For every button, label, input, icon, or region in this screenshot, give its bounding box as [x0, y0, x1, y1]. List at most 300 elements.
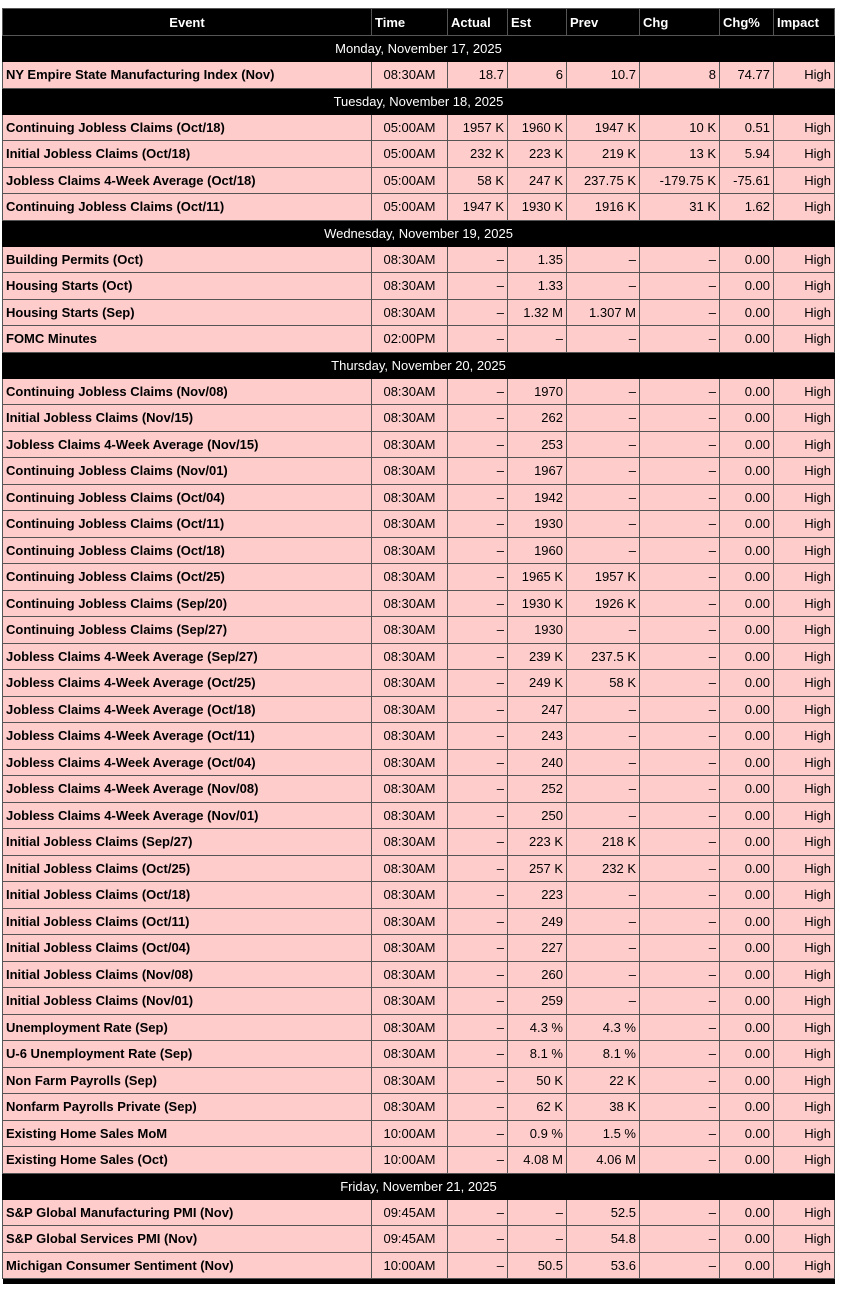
chg-value: – [640, 1094, 720, 1121]
impact-value: High [774, 1120, 835, 1147]
table-row[interactable] [3, 590, 835, 617]
impact-value: High [774, 908, 835, 935]
actual-value: – [448, 802, 508, 829]
impact-value: High [774, 537, 835, 564]
impact-value: High [774, 829, 835, 856]
prev-value: – [567, 961, 640, 988]
impact-value: High [774, 431, 835, 458]
day-header-row [3, 1173, 835, 1199]
chg-value: – [640, 776, 720, 803]
event-name[interactable]: Jobless Claims 4-Week Average (Nov/01) [3, 802, 372, 829]
table-row[interactable] [3, 670, 835, 697]
table-row[interactable] [3, 1226, 835, 1253]
chg-percent-value: 0.00 [720, 1067, 774, 1094]
impact-value: High [774, 141, 835, 168]
impact-value: High [774, 458, 835, 485]
event-time: 10:00AM [372, 1252, 448, 1279]
impact-value: High [774, 1252, 835, 1279]
chg-value: 13 K [640, 141, 720, 168]
event-time: 10:00AM [372, 1147, 448, 1174]
est-value: – [508, 1226, 567, 1253]
event-name[interactable]: Unemployment Rate (Sep) [3, 1014, 372, 1041]
event-name[interactable]: Continuing Jobless Claims (Oct/25) [3, 564, 372, 591]
chg-value: – [640, 1252, 720, 1279]
event-name[interactable]: S&P Global Manufacturing PMI (Nov) [3, 1199, 372, 1226]
actual-value: – [448, 670, 508, 697]
prev-value: – [567, 749, 640, 776]
impact-value: High [774, 299, 835, 326]
impact-value: High [774, 590, 835, 617]
chg-percent-value: 0.00 [720, 590, 774, 617]
event-time: 08:30AM [372, 723, 448, 750]
event-name[interactable]: Housing Starts (Oct) [3, 273, 372, 300]
chg-value: – [640, 537, 720, 564]
column-header-chg[interactable]: Chg [640, 9, 720, 36]
event-time: 08:30AM [372, 1094, 448, 1121]
chg-value: – [640, 961, 720, 988]
est-value: 50.5 [508, 1252, 567, 1279]
actual-value: – [448, 1094, 508, 1121]
est-value: 6 [508, 62, 567, 89]
impact-value: High [774, 670, 835, 697]
event-name[interactable]: Initial Jobless Claims (Oct/18) [3, 882, 372, 909]
chg-value: – [640, 617, 720, 644]
prev-value: – [567, 326, 640, 353]
actual-value: – [448, 696, 508, 723]
prev-value: – [567, 908, 640, 935]
chg-percent-value: 0.00 [720, 273, 774, 300]
event-time: 08:30AM [372, 855, 448, 882]
impact-value: High [774, 114, 835, 141]
event-time: 08:30AM [372, 246, 448, 273]
chg-value: – [640, 246, 720, 273]
table-row[interactable] [3, 1094, 835, 1121]
actual-value: – [448, 299, 508, 326]
actual-value: – [448, 431, 508, 458]
economic-calendar-table [2, 8, 835, 1284]
event-name[interactable]: Initial Jobless Claims (Oct/25) [3, 855, 372, 882]
chg-percent-value: 0.00 [720, 643, 774, 670]
chg-value: – [640, 829, 720, 856]
est-value: 4.3 % [508, 1014, 567, 1041]
table-row[interactable] [3, 405, 835, 432]
prev-value: – [567, 537, 640, 564]
chg-value: – [640, 484, 720, 511]
table-row[interactable] [3, 988, 835, 1015]
est-value: 1960 [508, 537, 567, 564]
chg-percent-value: 0.00 [720, 537, 774, 564]
day-header-row [3, 352, 835, 378]
prev-value: 10.7 [567, 62, 640, 89]
table-row[interactable] [3, 326, 835, 353]
calendar-body [3, 36, 835, 1285]
est-value: 4.08 M [508, 1147, 567, 1174]
actual-value: – [448, 935, 508, 962]
column-header-prev[interactable]: Prev [567, 9, 640, 36]
actual-value: 18.7 [448, 62, 508, 89]
column-header-actual[interactable]: Actual [448, 9, 508, 36]
event-name[interactable]: Initial Jobless Claims (Nov/08) [3, 961, 372, 988]
event-time: 08:30AM [372, 405, 448, 432]
event-name[interactable]: Jobless Claims 4-Week Average (Oct/25) [3, 670, 372, 697]
chg-percent-value: 0.00 [720, 988, 774, 1015]
footer-bar-cell [3, 1279, 835, 1285]
event-time: 05:00AM [372, 194, 448, 221]
event-name[interactable]: Initial Jobless Claims (Oct/18) [3, 141, 372, 168]
actual-value: – [448, 776, 508, 803]
actual-value: – [448, 378, 508, 405]
event-time: 05:00AM [372, 167, 448, 194]
actual-value: – [448, 1147, 508, 1174]
table-row[interactable] [3, 617, 835, 644]
chg-percent-value: 0.00 [720, 935, 774, 962]
est-value: 252 [508, 776, 567, 803]
event-name[interactable]: Initial Jobless Claims (Nov/01) [3, 988, 372, 1015]
event-name[interactable]: Jobless Claims 4-Week Average (Sep/27) [3, 643, 372, 670]
prev-value: – [567, 882, 640, 909]
event-name[interactable]: Jobless Claims 4-Week Average (Oct/18) [3, 696, 372, 723]
table-row[interactable] [3, 882, 835, 909]
impact-value: High [774, 62, 835, 89]
chg-value: – [640, 458, 720, 485]
table-row[interactable] [3, 141, 835, 168]
est-value: – [508, 1199, 567, 1226]
event-name[interactable]: Continuing Jobless Claims (Sep/20) [3, 590, 372, 617]
chg-value: – [640, 564, 720, 591]
prev-value: 1916 K [567, 194, 640, 221]
chg-value: – [640, 511, 720, 538]
impact-value: High [774, 246, 835, 273]
est-value: 1.35 [508, 246, 567, 273]
event-time: 08:30AM [372, 643, 448, 670]
event-time: 08:30AM [372, 299, 448, 326]
chg-percent-value: 0.00 [720, 326, 774, 353]
event-name[interactable]: Continuing Jobless Claims (Nov/08) [3, 378, 372, 405]
chg-value: – [640, 1014, 720, 1041]
table-row[interactable] [3, 511, 835, 538]
column-header-time[interactable]: Time [372, 9, 448, 36]
table-row[interactable] [3, 1067, 835, 1094]
actual-value: – [448, 988, 508, 1015]
table-row[interactable] [3, 776, 835, 803]
actual-value: – [448, 1226, 508, 1253]
prev-value: 1.307 M [567, 299, 640, 326]
prev-value: – [567, 617, 640, 644]
table-row[interactable] [3, 62, 835, 89]
est-value: 259 [508, 988, 567, 1015]
event-name[interactable]: Initial Jobless Claims (Sep/27) [3, 829, 372, 856]
chg-percent-value: 0.00 [720, 961, 774, 988]
actual-value: – [448, 511, 508, 538]
actual-value: – [448, 484, 508, 511]
chg-percent-value: 0.00 [720, 511, 774, 538]
event-time: 08:30AM [372, 882, 448, 909]
event-name[interactable]: U-6 Unemployment Rate (Sep) [3, 1041, 372, 1068]
table-row[interactable] [3, 537, 835, 564]
day-date-label: Monday, November 17, 2025 [3, 36, 835, 62]
table-footer-bar [3, 1279, 835, 1285]
event-time: 08:30AM [372, 1067, 448, 1094]
chg-value: 31 K [640, 194, 720, 221]
est-value: 1930 K [508, 590, 567, 617]
chg-percent-value: 0.00 [720, 617, 774, 644]
table-row[interactable] [3, 378, 835, 405]
table-row[interactable] [3, 458, 835, 485]
est-value: 223 [508, 882, 567, 909]
prev-value: – [567, 776, 640, 803]
event-time: 08:30AM [372, 511, 448, 538]
table-row[interactable] [3, 1147, 835, 1174]
event-time: 08:30AM [372, 670, 448, 697]
impact-value: High [774, 405, 835, 432]
chg-value: – [640, 723, 720, 750]
event-name[interactable]: Non Farm Payrolls (Sep) [3, 1067, 372, 1094]
actual-value: – [448, 723, 508, 750]
chg-value: – [640, 882, 720, 909]
prev-value: 8.1 % [567, 1041, 640, 1068]
chg-percent-value: 0.00 [720, 1226, 774, 1253]
column-header-chg-percent[interactable]: Chg% [720, 9, 774, 36]
event-name[interactable]: NY Empire State Manufacturing Index (Nov) [3, 62, 372, 89]
prev-value: – [567, 273, 640, 300]
event-time: 02:00PM [372, 326, 448, 353]
est-value: 1942 [508, 484, 567, 511]
prev-value: 1.5 % [567, 1120, 640, 1147]
chg-percent-value: 0.00 [720, 829, 774, 856]
event-name[interactable]: Jobless Claims 4-Week Average (Nov/15) [3, 431, 372, 458]
est-value: 250 [508, 802, 567, 829]
event-name[interactable]: Jobless Claims 4-Week Average (Oct/11) [3, 723, 372, 750]
event-time: 08:30AM [372, 935, 448, 962]
event-name[interactable]: Jobless Claims 4-Week Average (Nov/08) [3, 776, 372, 803]
table-row[interactable] [3, 484, 835, 511]
actual-value: – [448, 617, 508, 644]
table-row[interactable] [3, 114, 835, 141]
prev-value: 237.75 K [567, 167, 640, 194]
event-name[interactable]: Building Permits (Oct) [3, 246, 372, 273]
event-name[interactable]: Existing Home Sales (Oct) [3, 1147, 372, 1174]
event-name[interactable]: Continuing Jobless Claims (Oct/18) [3, 114, 372, 141]
table-row[interactable] [3, 1252, 835, 1279]
event-name[interactable]: Existing Home Sales MoM [3, 1120, 372, 1147]
prev-value: – [567, 405, 640, 432]
event-name[interactable]: Continuing Jobless Claims (Oct/11) [3, 194, 372, 221]
chg-percent-value: 0.00 [720, 378, 774, 405]
chg-value: – [640, 988, 720, 1015]
chg-value: – [640, 590, 720, 617]
impact-value: High [774, 643, 835, 670]
est-value: 1.33 [508, 273, 567, 300]
event-name[interactable]: Continuing Jobless Claims (Sep/27) [3, 617, 372, 644]
event-time: 08:30AM [372, 802, 448, 829]
prev-value: 219 K [567, 141, 640, 168]
actual-value: – [448, 564, 508, 591]
event-name[interactable]: Initial Jobless Claims (Nov/15) [3, 405, 372, 432]
impact-value: High [774, 273, 835, 300]
table-row[interactable] [3, 696, 835, 723]
chg-value: 10 K [640, 114, 720, 141]
prev-value: – [567, 484, 640, 511]
event-name[interactable]: Housing Starts (Sep) [3, 299, 372, 326]
event-time: 08:30AM [372, 829, 448, 856]
prev-value: – [567, 988, 640, 1015]
est-value: 62 K [508, 1094, 567, 1121]
event-name[interactable]: Jobless Claims 4-Week Average (Oct/04) [3, 749, 372, 776]
event-time: 09:45AM [372, 1226, 448, 1253]
actual-value: – [448, 882, 508, 909]
prev-value: 38 K [567, 1094, 640, 1121]
actual-value: – [448, 273, 508, 300]
table-row[interactable] [3, 855, 835, 882]
table-row[interactable] [3, 643, 835, 670]
chg-percent-value: 0.00 [720, 484, 774, 511]
table-row[interactable] [3, 273, 835, 300]
chg-percent-value: 0.00 [720, 696, 774, 723]
table-row[interactable] [3, 246, 835, 273]
table-row[interactable] [3, 1120, 835, 1147]
prev-value: 4.3 % [567, 1014, 640, 1041]
event-name[interactable]: Initial Jobless Claims (Oct/04) [3, 935, 372, 962]
column-header-impact[interactable]: Impact [774, 9, 835, 36]
prev-value: 1947 K [567, 114, 640, 141]
actual-value: 1957 K [448, 114, 508, 141]
impact-value: High [774, 723, 835, 750]
table-row[interactable] [3, 564, 835, 591]
event-time: 08:30AM [372, 696, 448, 723]
impact-value: High [774, 776, 835, 803]
prev-value: 54.8 [567, 1226, 640, 1253]
chg-value: – [640, 1041, 720, 1068]
prev-value: 22 K [567, 1067, 640, 1094]
chg-percent-value: 0.00 [720, 723, 774, 750]
actual-value: – [448, 1041, 508, 1068]
est-value: 1930 [508, 511, 567, 538]
event-time: 08:30AM [372, 273, 448, 300]
event-name[interactable]: S&P Global Services PMI (Nov) [3, 1226, 372, 1253]
table-row[interactable] [3, 431, 835, 458]
table-row[interactable] [3, 802, 835, 829]
event-name[interactable]: Continuing Jobless Claims (Oct/18) [3, 537, 372, 564]
event-time: 08:30AM [372, 431, 448, 458]
table-row[interactable] [3, 167, 835, 194]
prev-value: 1957 K [567, 564, 640, 591]
event-name[interactable]: FOMC Minutes [3, 326, 372, 353]
chg-percent-value: 0.00 [720, 1252, 774, 1279]
chg-value: – [640, 1067, 720, 1094]
est-value: 239 K [508, 643, 567, 670]
prev-value: – [567, 458, 640, 485]
chg-percent-value: 0.51 [720, 114, 774, 141]
impact-value: High [774, 326, 835, 353]
event-time: 08:30AM [372, 776, 448, 803]
impact-value: High [774, 378, 835, 405]
event-name[interactable]: Initial Jobless Claims (Oct/11) [3, 908, 372, 935]
chg-value: – [640, 1199, 720, 1226]
chg-percent-value: 5.94 [720, 141, 774, 168]
column-header-event[interactable]: Event [3, 9, 372, 36]
chg-percent-value: 0.00 [720, 855, 774, 882]
table-row[interactable] [3, 749, 835, 776]
est-value: 257 K [508, 855, 567, 882]
actual-value: – [448, 326, 508, 353]
est-value: 8.1 % [508, 1041, 567, 1068]
chg-value: 8 [640, 62, 720, 89]
table-row[interactable] [3, 194, 835, 221]
impact-value: High [774, 1199, 835, 1226]
prev-value: 58 K [567, 670, 640, 697]
table-row[interactable] [3, 935, 835, 962]
chg-percent-value: 0.00 [720, 1199, 774, 1226]
event-name[interactable]: Michigan Consumer Sentiment (Nov) [3, 1252, 372, 1279]
table-row[interactable] [3, 1014, 835, 1041]
table-row[interactable] [3, 1199, 835, 1226]
event-name[interactable]: Continuing Jobless Claims (Oct/04) [3, 484, 372, 511]
column-header-est[interactable]: Est [508, 9, 567, 36]
day-date-label: Thursday, November 20, 2025 [3, 352, 835, 378]
actual-value: 1947 K [448, 194, 508, 221]
actual-value: 232 K [448, 141, 508, 168]
impact-value: High [774, 1147, 835, 1174]
table-row[interactable] [3, 961, 835, 988]
actual-value: – [448, 405, 508, 432]
actual-value: – [448, 749, 508, 776]
prev-value: – [567, 378, 640, 405]
table-row[interactable] [3, 299, 835, 326]
event-time: 08:30AM [372, 749, 448, 776]
est-value: 1960 K [508, 114, 567, 141]
table-row[interactable] [3, 723, 835, 750]
chg-percent-value: 0.00 [720, 1041, 774, 1068]
table-row[interactable] [3, 908, 835, 935]
actual-value: – [448, 1067, 508, 1094]
prev-value: 237.5 K [567, 643, 640, 670]
event-time: 08:30AM [372, 484, 448, 511]
chg-value: – [640, 696, 720, 723]
event-time: 08:30AM [372, 590, 448, 617]
event-time: 10:00AM [372, 1120, 448, 1147]
event-name[interactable]: Continuing Jobless Claims (Oct/11) [3, 511, 372, 538]
chg-percent-value: 0.00 [720, 405, 774, 432]
chg-value: – [640, 1147, 720, 1174]
event-name[interactable]: Continuing Jobless Claims (Nov/01) [3, 458, 372, 485]
event-name[interactable]: Nonfarm Payrolls Private (Sep) [3, 1094, 372, 1121]
actual-value: – [448, 855, 508, 882]
est-value: 223 K [508, 141, 567, 168]
actual-value: – [448, 1120, 508, 1147]
impact-value: High [774, 511, 835, 538]
impact-value: High [774, 749, 835, 776]
est-value: 1967 [508, 458, 567, 485]
chg-value: – [640, 1226, 720, 1253]
actual-value: – [448, 1014, 508, 1041]
chg-percent-value: 0.00 [720, 776, 774, 803]
impact-value: High [774, 961, 835, 988]
impact-value: High [774, 1067, 835, 1094]
day-header-row [3, 88, 835, 114]
impact-value: High [774, 1226, 835, 1253]
chg-value: – [640, 802, 720, 829]
table-row[interactable] [3, 829, 835, 856]
prev-value: 4.06 M [567, 1147, 640, 1174]
table-row[interactable] [3, 1041, 835, 1068]
impact-value: High [774, 1014, 835, 1041]
chg-percent-value: 0.00 [720, 299, 774, 326]
day-date-label: Wednesday, November 19, 2025 [3, 220, 835, 246]
actual-value: – [448, 908, 508, 935]
event-name[interactable]: Jobless Claims 4-Week Average (Oct/18) [3, 167, 372, 194]
impact-value: High [774, 988, 835, 1015]
event-time: 08:30AM [372, 988, 448, 1015]
